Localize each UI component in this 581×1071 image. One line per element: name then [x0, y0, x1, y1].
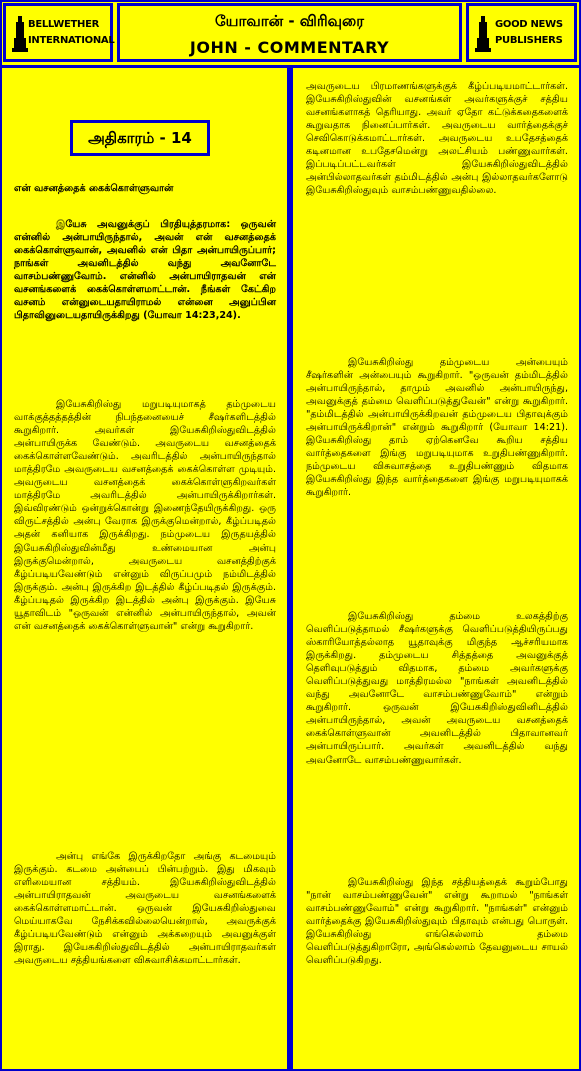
right-logo-line1: GOOD NEWS: [495, 19, 563, 30]
good-news-logo-icon: [473, 14, 493, 54]
right-paragraph-1: [306, 80, 568, 197]
title-english: JOHN - COMMENTARY: [189, 38, 390, 57]
right-paragraph-2: [306, 356, 568, 500]
right-paragraph-3: [306, 610, 568, 767]
left-paragraph-2: [14, 850, 276, 967]
right-paragraph-1-text: அவருடைய பிரமாணங்களுக்குக் கீழ்ப்படியமாட்டார்கள். இயேசுகிறிஸ்துவின் வசனங்கள் அவர்களுக்குச் சத்திய வசனங்களாகத் தெரியாது. அவர் ஏதோ கட்டுக்கதைகளைக் கூறுவதாக நினைப்பார்கள். அவருடைய வார்த்தைக்குச் செவிகொடுக்கமாட்டார்கள். அவருடைய உபதேசத்தைக் கடினமான உபதேசமென்று அலட்சியம் பண்ணுவார்கள். இப்படிப்பட்டவர்கள் இயேசுகிறிஸ்துவிடத்தில் அன்பில்லாதவர்கள் தம்மிடத்தில் அன்பு இல்லாதவர்களோடு இயேசுகிறிஸ்துவும் வாசம்பண்ணுவதில்லை.: [306, 81, 568, 197]
right-paragraph-2-text: இயேசுகிறிஸ்து தம்முடைய அன்பையும் சீஷர்களின் அன்பையும் கூறுகிறார். "ஒருவன் தம்மிடத்தில் அன்பாயிருந்தால், தாமும் அவனில் அன்பாயிருந்து, அவனுக்குத் தம்மை வெளிப்படுத்துவேன்" என்று கூறுகிறார். "தம்மிடத்தில் அன்பாயிருக்கிறவன் தம்முடைய பிதாவுக்கும் அன்பாயிருக்கிறான்" என்றும் கூறுகிறார் (யோவா 14:21). இயேசுகிறிஸ்து தாம் ஏற்கெனவே கூறிய சத்திய வார்த்தைகளை இங்கு மறுபடியுமாக உறுதிபண்ணுகிறார். நம்முடைய விசுவாசத்தை உறுதிபண்ணும் விதமாக இயேசுகிறிஸ்து இந்த வார்த்தைகளை இங்கு மறுபடியுமாகக் கூறுகிறார்.: [306, 357, 568, 499]
right-paragraph-4: [306, 876, 568, 967]
left-logo-line1: BELLWETHER: [28, 19, 100, 30]
scripture-quote-text: இயேசு அவனுக்குப் பிரதியுத்தரமாக: ஒருவன் என்னில் அன்பாயிருந்தால், அவன் என் வசனத்தைக் கைக்கொள்ளுவான், அவனில் என் பிதா அன்பாயிருப்பார்; நாங்கள் அவனிடத்தில் வந்து அவனோடே வாசம்பண்ணுவோம். என்னில் அன்பாயிராதவன் என் வசனங்களைக் கைக்கொள்ளமாட்டான். நீங்கள் கேட்கிற வசனம் என்னுடையதாயிராமல் என்னை அனுப்பின பிதாவினுடையதாயிருக்கிறது (யோவா 14:23,24).: [14, 219, 276, 322]
left-paragraph-1-text: இயேசுகிறிஸ்து மறுபடியுமாகத் தம்முடைய வாக்குத்தத்தத்தின் நிபந்தனையைச் சீஷர்களிடத்தில் கூறுகிறார். அவர்கள் இயேசுகிறிஸ்துவிடத்தில் அன்பாயிருக்க வேண்டும். அவருடைய வசனத்தைக் கைக்கொள்ளவேண்டும். அவரிடத்தில் அன்பாயிருந்தால் மாத்திரமே அவருடைய வசனத்தைக் கைக்கொள்ள முடியும். அவருடைய வசனத்தைக் கைக்கொள்ளுகிறவர்கள் மாத்திரமே அவரிடத்தில் அன்பாயிருக்கிறார்கள். இவ்விரண்டும் ஒன்றுக்கொன்று இணைந்தேயிருக்கிறது. ஒரு விருட்சத்தில் அன்பு வேராக இருக்குமென்றால், கீழ்ப்படிதல் அதன் கனியாக இருக்கிறது. நம்முடைய இருதயத்தில் இயேசுகிறிஸ்துவின்மீது உண்மையான அன்பு இருக்குமென்றால், அவருடைய வசனத்திற்குக் கீழ்ப்படியவேண்டும் என்னும் விருப்பமும் நம்மிடத்தில் இருக்கும். அன்பு இருக்கிற இடத்தில் கீழ்ப்படிதல் இருக்கும். கீழ்ப்படிதல் இருக்கிற இடத்தில் அன்பு இருக்கும். இயேசு யூதாவிடம் "ஒருவன் என்னில் அன்பாயிருந்தால், அவன் என் வசனத்தைக் கைக்கொள்ளுவான்" என்று கூறுகிறார்.: [14, 399, 276, 632]
right-logo-line2: PUBLISHERS: [495, 35, 563, 46]
scripture-quote: [14, 218, 276, 322]
header: [0, 0, 581, 68]
title-box: [117, 3, 462, 62]
right-paragraph-4-text: இயேசுகிறிஸ்து இந்த சத்தியத்தைக் கூறும்போது "நான் வாசம்பண்ணுவேன்" என்று கூறாமல் "நாங்கள் வாசம்பண்ணுவோம்" என்று கூறுகிறார். "நாங்கள்" என்னும் வார்த்தைக்கு இயேசுகிறிஸ்துவும் பிதாவும் என்பது பொருள். இயேசுகிறிஸ்து எங்கெல்லாம் தம்மை வெளிப்படுத்துகிறாரோ, அங்கெல்லாம் தேவனுடைய சாயல் வெளிப்படுகிறது.: [306, 877, 568, 967]
chapter-label: அதிகாரம் - 14: [70, 120, 210, 156]
bellwether-logo-box: [3, 3, 113, 62]
left-paragraph-2-text: அன்பு எங்கே இருக்கிறதோ அங்கு கடமையும் இருக்கும். கடமை அன்பைப் பின்பற்றும். இது மிகவும் எளிமையான சத்தியம். இயேசுகிறிஸ்துவிடத்தில் அன்பாயிராதவன் அவருடைய வசனங்களைக் கைக்கொள்ளமாட்டான். ஒருவன் இயேசுகிறிஸ்துவை மெய்யாகவே நேசிக்கவில்லையென்றால், அவருக்குக் கீழ்ப்படியவேண்டும் என்னும் அக்கறையும் அவனுக்குள் இராது. இயேசுகிறிஸ்துவிடத்தில் அன்பாயிராதவர்கள் அவருடைய சத்தியங்களை விசுவாசிக்கமாட்டார்கள்.: [14, 851, 276, 967]
section-heading: என் வசனத்தைக் கைக்கொள்ளுவான்: [14, 183, 174, 194]
title-tamil: யோவான் - விரிவுரை: [215, 12, 364, 30]
left-logo-line2: INTERNATIONAL: [28, 35, 115, 46]
bellwether-logo-icon: [10, 14, 30, 54]
good-news-logo-box: [466, 3, 577, 62]
right-paragraph-3-text: இயேசுகிறிஸ்து தம்மை உலகத்திற்கு வெளிப்படுத்தாமல் சீஷர்களுக்கு வெளிப்படுத்தியிருப்பது ஸ்காரியோத்தல்லாத யூதாவுக்கு மிகுந்த ஆச்சரியமாக இருக்கிறது. தம்முடைய சித்தத்தை அவனுக்குத் தெளிவுபடுத்தும் விதமாக, தம்மை அவர்களுக்கு வெளிப்படுத்துவது மாத்திரமல்ல "நாங்கள் அவனிடத்தில் வந்து அவனோடே வாசம்பண்ணுவோம்" என்றும் கூறுகிறார். ஒருவன் இயேசுகிறிஸ்துவினிடத்தில் அன்பாயிருந்தால், அவன் அவருடைய வசனத்தைக் கைக்கொள்ளுவான் அவனிடத்தில் பிதாவானவர் அன்பாயிருப்பார். அவர்கள் அவனிடத்தில் வந்து அவனோடே வாசம்பண்ணுவார்கள்.: [306, 611, 568, 766]
left-paragraph-1: [14, 398, 276, 633]
